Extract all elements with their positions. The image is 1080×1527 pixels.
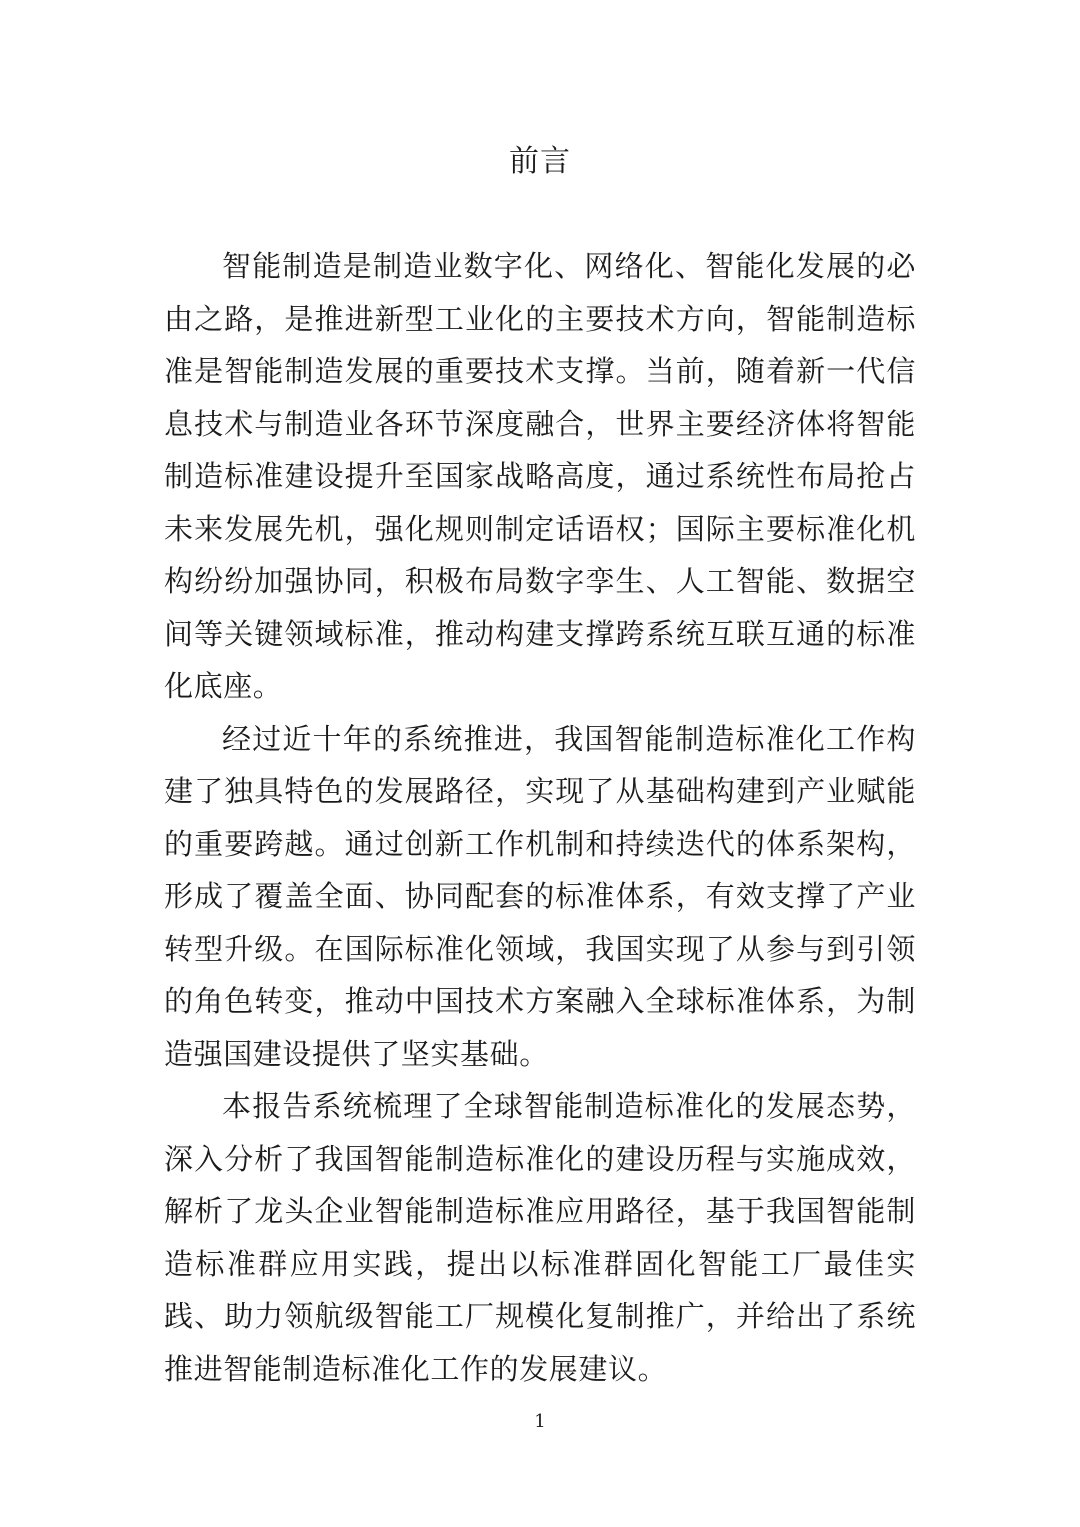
paragraph-1: 智能制造是制造业数字化、网络化、智能化发展的必由之路，是推进新型工业化的主要技术方向，智能制造标准是智能制造发展的重要技术支撑。当前，随着新一代信息技术与制造业各环节深度融合，世界主要经济体将智能制造标准建设提升至国家战略高度，通过系统性布局抢占未来发展先机，强化规则制定话语权；国际主要标准化机构纷纷加强协同，积极布局数字孪生、人工智能、数据空间等关键领域标准，推动构建支撑跨系统互联互通的标准化底座。 bbox=[164, 249, 916, 703]
page-number: 1 bbox=[534, 1411, 546, 1432]
paragraph-3: 本报告系统梳理了全球智能制造标准化的发展态势，深入分析了我国智能制造标准化的建设历程与实施成效，解析了龙头企业智能制造标准应用路径，基于我国智能制造标准群应用实践，提出以标准群固化智能工厂最佳实践、助力领航级智能工厂规模化复制推广，并给出了系统推进智能制造标准化工作的发展建议。 bbox=[164, 1089, 916, 1386]
page-title: 前言 bbox=[509, 144, 571, 179]
document-body bbox=[164, 240, 916, 1395]
paragraph-2: 经过近十年的系统推进，我国智能制造标准化工作构建了独具特色的发展路径，实现了从基础构建到产业赋能的重要跨越。通过创新工作机制和持续迭代的体系架构，形成了覆盖全面、协同配套的标准体系，有效支撑了产业转型升级。在国际标准化领域，我国实现了从参与到引领的角色转变，推动中国技术方案融入全球标准体系，为制造强国建设提供了坚实基础。 bbox=[164, 721, 916, 1071]
